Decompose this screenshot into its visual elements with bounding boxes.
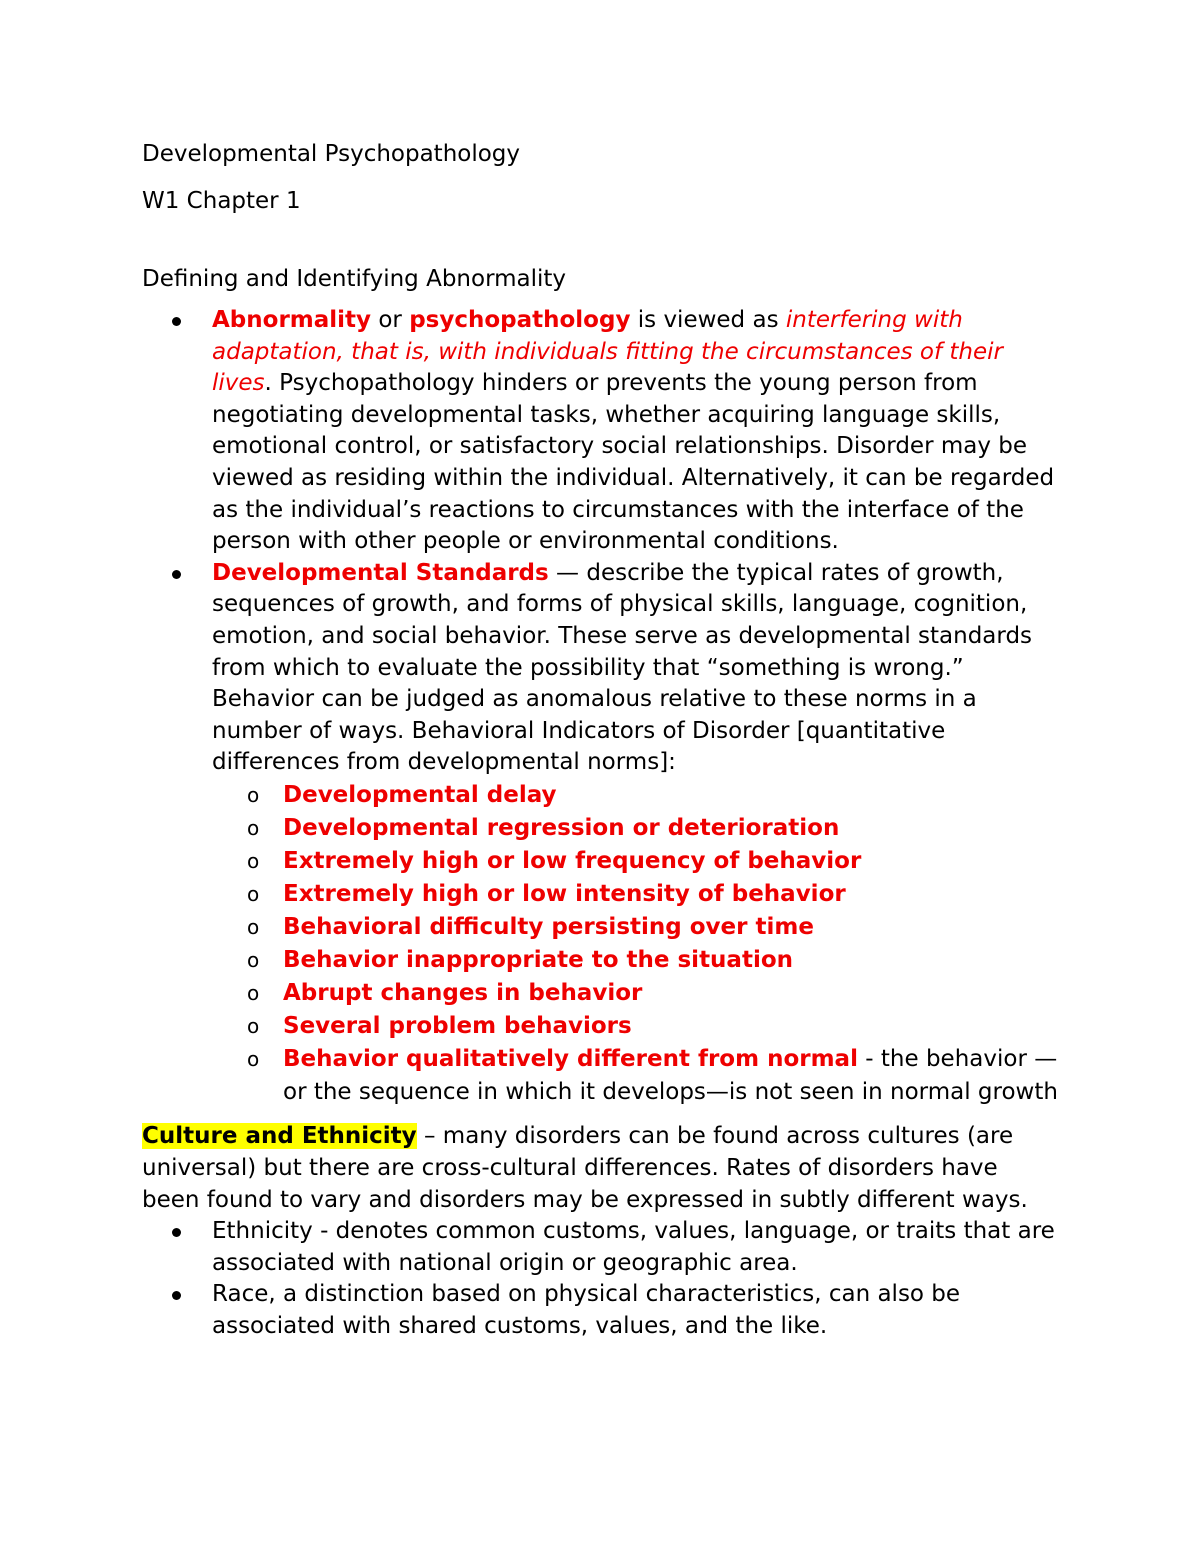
culture-body: – many disorders can be found across cultures (are universal) but there are cross-cultural differences. Rates of disorders have been found to vary and disorders may be expressed in subtly different ways. <box>142 1122 1028 1213</box>
indicator-label: Abrupt changes in behavior <box>283 979 643 1006</box>
circle-bullet-icon: o <box>247 1046 260 1071</box>
indicator-label: Behavior qualitatively different from normal <box>283 1045 858 1072</box>
section-heading: Defining and Identifying Abnormality <box>142 266 567 292</box>
chapter-label: W1 Chapter 1 <box>142 188 301 214</box>
circle-bullet-icon: o <box>247 1013 260 1038</box>
indicator-label: Extremely high or low intensity of behavior <box>283 880 846 907</box>
circle-bullet-icon: o <box>247 848 260 873</box>
connector-or: or <box>371 307 410 333</box>
bullet-dot-icon <box>172 317 181 326</box>
abnormality-bullet <box>142 305 1062 558</box>
standards-bullet <box>142 558 1062 1109</box>
indicator-label: Several problem behaviors <box>283 1012 632 1039</box>
culture-list <box>142 1216 1062 1342</box>
ethnicity-text: Ethnicity - denotes common customs, values, language, or traits that are associated with national origin or geographic area. <box>212 1218 1055 1276</box>
bullet-dot-icon <box>172 570 181 579</box>
indicator-label: Extremely high or low frequency of behavior <box>283 847 862 874</box>
race-text: Race, a distinction based on physical characteristics, can also be associated with shared customs, values, and the like. <box>212 1281 961 1340</box>
indicator-label: Behavior inappropriate to the situation <box>283 946 794 973</box>
culture-heading: Culture and Ethnicity <box>142 1122 417 1149</box>
circle-bullet-icon: o <box>247 815 260 840</box>
document-title: Developmental Psychopathology <box>142 141 521 167</box>
indicator-label: Developmental regression or deterioration <box>283 814 840 841</box>
indicator-item <box>212 1010 1062 1043</box>
term-psychopathology: psychopathology <box>409 307 631 333</box>
indicator-item <box>212 845 1062 878</box>
term-abnormality: Abnormality <box>212 307 372 333</box>
indicator-item <box>212 779 1062 812</box>
indicator-item <box>212 878 1062 911</box>
circle-bullet-icon: o <box>247 782 260 807</box>
culture-paragraph <box>142 1121 1062 1216</box>
indicator-label: Behavioral difficulty persisting over time <box>283 913 814 940</box>
indicator-item <box>212 1043 1062 1109</box>
abnormality-definition: interfering with adaptation, that is, with individuals fitting the circumstances of their lives <box>212 307 1003 397</box>
abnormality-body: . Psychopathology hinders or prevents the young person from negotiating developmental tasks, whether acquiring language skills, emotional control, or satisfactory social relationships. Disorder may be viewed as residing within the individual. Alternatively, it can be regarded as the individual’s reactions to circumstances with the interface of the person with other people or environmental conditions. <box>212 370 1055 555</box>
indicator-item <box>212 812 1062 845</box>
ethnicity-bullet <box>142 1216 1062 1279</box>
circle-bullet-icon: o <box>247 980 260 1005</box>
circle-bullet-icon: o <box>247 881 260 906</box>
indicator-list <box>212 779 1062 1109</box>
circle-bullet-icon: o <box>247 947 260 972</box>
indicator-item <box>212 944 1062 977</box>
indicator-label: Developmental delay <box>283 781 557 808</box>
circle-bullet-icon: o <box>247 914 260 939</box>
indicator-description: - the behavior —or the sequence in which it develops—is not seen in normal growth <box>283 1045 1058 1105</box>
standards-body: — describe the typical rates of growth, sequences of growth, and forms of physical skills, language, cognition, emotion, and social behavior. These serve as developmental standards from which to evaluate the possibility that “something is wrong.” Behavior can be judged as anomalous relative to these norms in a number of ways. Behavioral Indicators of Disorder [quantitative differences from developmental norms]: <box>212 559 1033 776</box>
viewed-as-text: is viewed as <box>630 307 786 333</box>
term-developmental-standards: Developmental Standards <box>212 559 549 586</box>
document-page <box>142 138 1062 1343</box>
abnormality-list <box>142 305 1062 1109</box>
bullet-dot-icon <box>172 1291 181 1300</box>
bullet-dot-icon <box>172 1228 181 1237</box>
indicator-item <box>212 911 1062 944</box>
race-bullet <box>142 1279 1062 1342</box>
indicator-item <box>212 977 1062 1010</box>
